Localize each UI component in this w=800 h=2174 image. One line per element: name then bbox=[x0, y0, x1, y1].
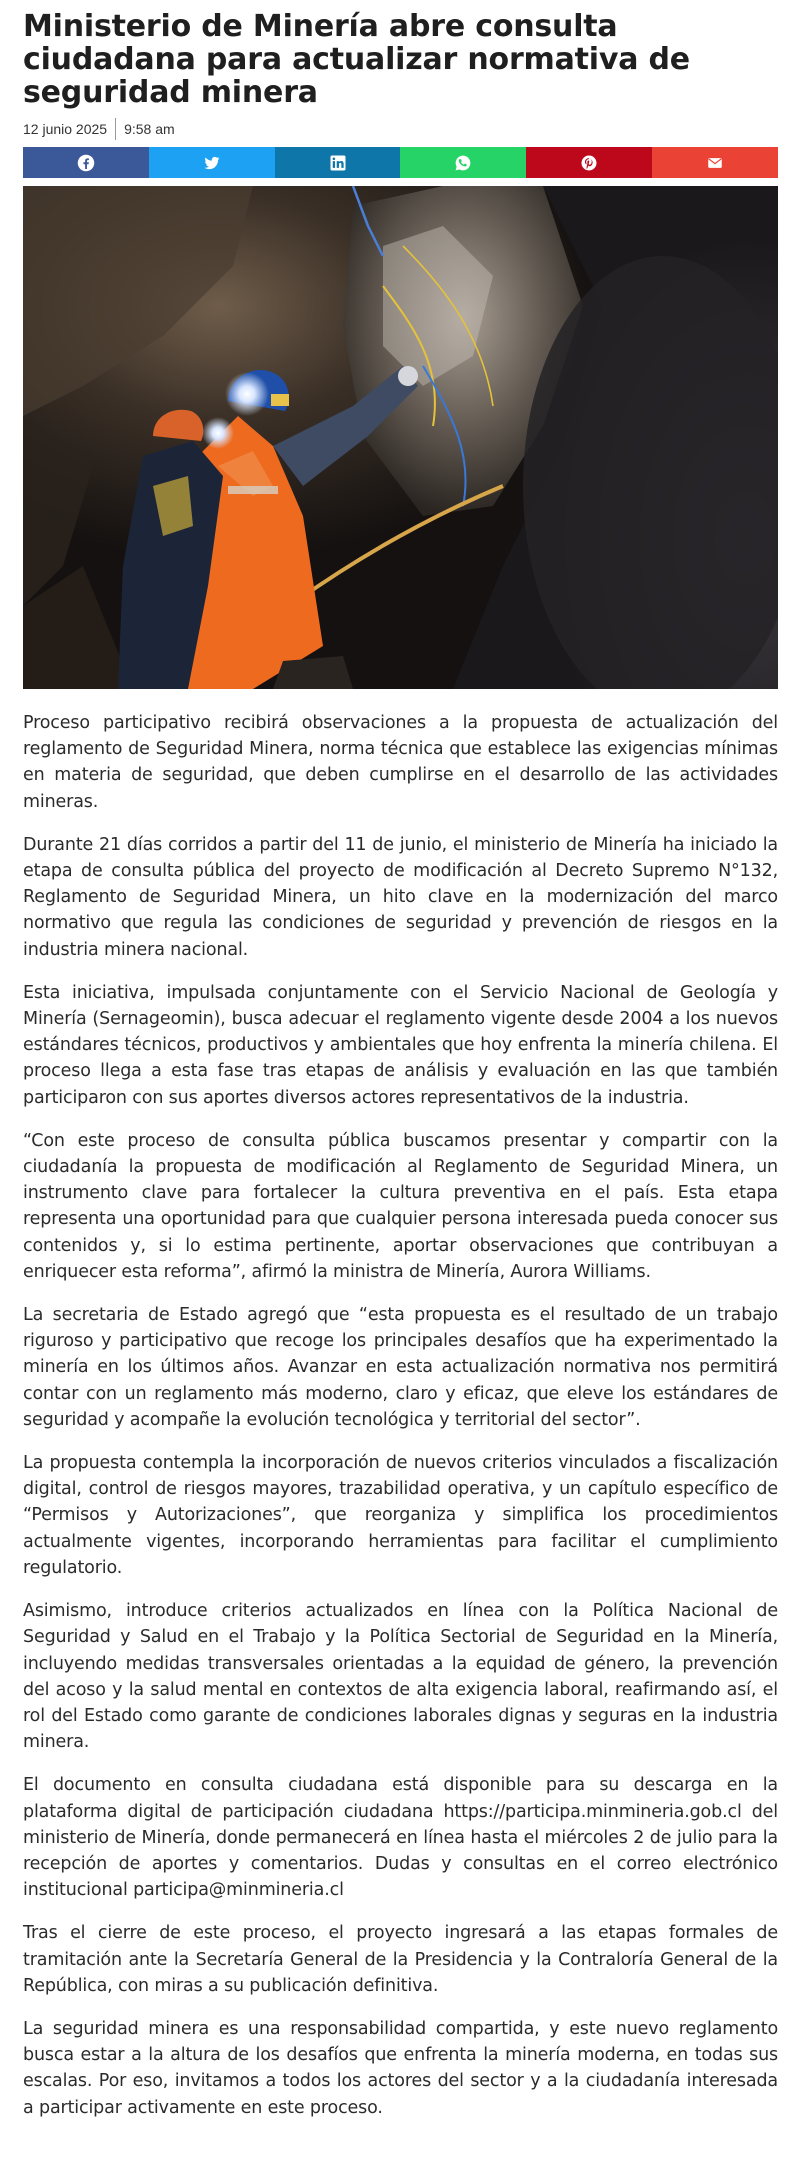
share-linkedin-button[interactable] bbox=[275, 147, 401, 178]
share-whatsapp-button[interactable] bbox=[400, 147, 526, 178]
hero-image-miners bbox=[23, 186, 778, 689]
linkedin-icon bbox=[329, 154, 347, 172]
paragraph-quote-ministra: “Con este proceso de consulta pública buscamos presentar y compartir con la ciudadanía la propuesta de modificación al Reglamento de Seguridad Minera, un instrumento clave para fortalecer la cultura preventiva en el país. Esta etapa representa una oportunidad para que cualquier persona interesada pueda conocer sus contenidos y, si lo estima pertinente, aportar observaciones que contribuyan a enriquecer esta reforma”, afirmó la ministra de Minería, Aurora Williams. bbox=[23, 1130, 778, 1282]
meta-divider bbox=[115, 118, 116, 140]
mining-photo-illustration bbox=[23, 186, 778, 689]
paragraph-consulta-publica: Durante 21 días corridos a partir del 11 de junio, el ministerio de Minería ha iniciado la etapa de consulta pública del proyecto de modificación al Decreto Supremo N°132, Reglamento de Seguridad Minera, un hito clave en la modernización del marco normativo que regula las condiciones de seguridad y prevención de riesgos en la industria minera nacional. bbox=[23, 834, 778, 960]
publish-date: 12 junio 2025 bbox=[23, 121, 108, 137]
article-body bbox=[23, 710, 778, 2121]
paragraph-lead: Proceso participativo recibirá observaciones a la propuesta de actualización del reglamento de Seguridad Minera, norma técnica que establece las exigencias mínimas en materia de seguridad, que deben cumplirse en el desarrollo de las actividades mineras. bbox=[23, 713, 778, 812]
share-facebook-button[interactable] bbox=[23, 147, 149, 178]
article bbox=[23, 0, 778, 2138]
paragraph-documento: El documento en consulta ciudadana está disponible para su descarga en la plataforma digital de participación ciudadana https://participa.minmineria.gob.cl del ministerio de Minería, donde permanecerá en línea hasta el miércoles 2 de julio para la recepción de aportes y comentarios. Dudas y consultas en el correo electrónico institucional participa@minmineria.cl bbox=[23, 1775, 778, 1901]
whatsapp-icon bbox=[454, 154, 472, 172]
share-bar bbox=[23, 147, 778, 178]
share-pinterest-button[interactable] bbox=[526, 147, 652, 178]
article-title: Ministerio de Minería abre consulta ciudadana para actualizar normativa de seguridad minera bbox=[23, 9, 690, 110]
facebook-icon bbox=[77, 154, 95, 172]
paragraph-iniciativa: Esta iniciativa, impulsada conjuntamente con el Servicio Nacional de Geología y Minería (Sernageomin), busca adecuar el reglamento vigente desde 2004 a los nuevos estándares técnicos, productivos y ambientales que hoy enfrenta la minería chilena. El proceso llega a esta fase tras etapas de análisis y evaluación en las que también participaron con sus aportes diversos actores representativos de la industria. bbox=[23, 982, 778, 1108]
paragraph-secretaria: La secretaria de Estado agregó que “esta propuesta es el resultado de un trabajo riguroso y participativo que recoge los principales desafíos que ha experimentado la minería en los últimos años. Avanzar en esta actualización normativa nos permitirá contar con un reglamento más moderno, claro y eficaz, que eleve los estándares de seguridad y acompañe la evolución tecnológica y territorial del sector”. bbox=[23, 1305, 778, 1430]
email-icon bbox=[706, 154, 724, 172]
paragraph-criterios: Asimismo, introduce criterios actualizados en línea con la Política Nacional de Seguridad y Salud en el Trabajo y la Política Sectorial de Seguridad en la Minería, incluyendo medidas transversales orientadas a la equidad de género, la prevención del acoso y la salud mental en contextos de alta exigencia laboral, reafirmando así, el rol del Estado como garante de condiciones laborales dignas y seguras en la industria minera. bbox=[23, 1601, 778, 1753]
paragraph-propuesta: La propuesta contempla la incorporación de nuevos criterios vinculados a fiscalización digital, control de riesgos mayores, trazabilidad operativa, y un capítulo específico de “Permisos y Autorizaciones”, que reorganiza y simplifica los procedimientos actualmente vigentes, incorporando herramientas para facilitar el cumplimiento regulatorio. bbox=[23, 1453, 778, 1578]
share-twitter-button[interactable] bbox=[149, 147, 275, 178]
publish-time: 9:58 am bbox=[124, 121, 175, 137]
paragraph-tramitacion: Tras el cierre de este proceso, el proyecto ingresará a las etapas formales de tramitación ante la Secretaría General de la Presidencia y la Contraloría General de la República, con miras a su publicación definitiva. bbox=[23, 1923, 778, 1996]
paragraph-cierre: La seguridad minera es una responsabilidad compartida, y este nuevo reglamento busca estar a la altura de los desafíos que enfrenta la minería moderna, en todas sus escalas. Por eso, invitamos a todos los actores del sector y a la ciudadanía interesada a participar activamente en este proceso. bbox=[23, 2018, 778, 2118]
pinterest-icon bbox=[580, 154, 598, 172]
share-email-button[interactable] bbox=[652, 147, 778, 178]
twitter-icon bbox=[203, 154, 221, 172]
article-meta bbox=[23, 118, 778, 140]
